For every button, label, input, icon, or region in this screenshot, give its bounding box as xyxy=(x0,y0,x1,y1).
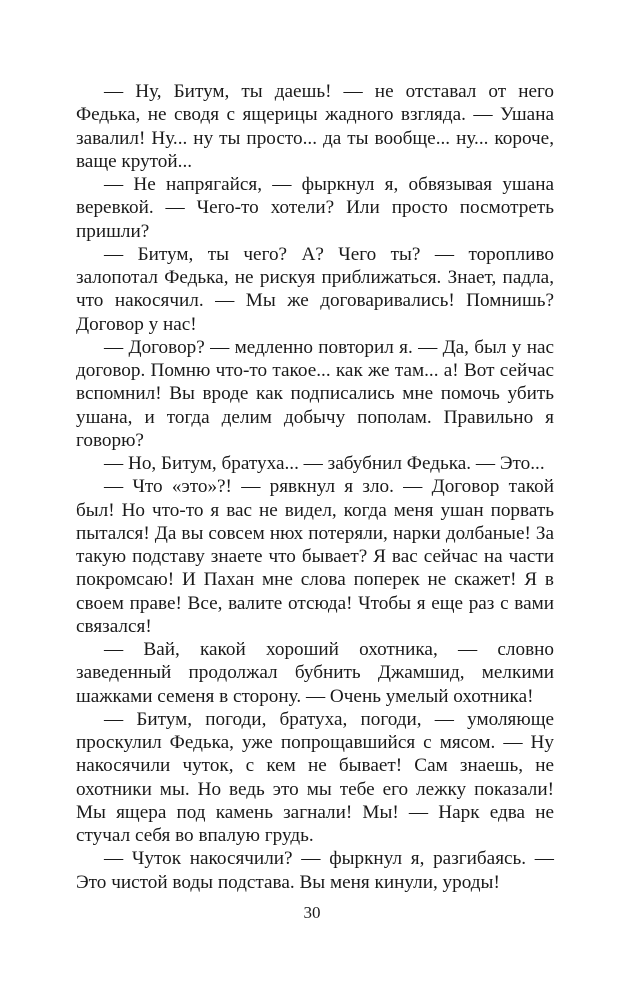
paragraph: — Вай, какой хороший охотника, — словно заведенный продолжал бубнить Джамшид, мелкими шажками семеня в сторону. — Очень умелый охотника! xyxy=(76,639,554,707)
paragraph: — Ну, Битум, ты даешь! — не отставал от него Федька, не сводя с ящерицы жадного взгляда. — Ушана завалил! Ну... ну ты просто... да ты вообще... ну... короче, ваще крутой... xyxy=(76,81,554,172)
paragraph: — Договор? — медленно повторил я. — Да, был у нас договор. Помню что-то такое... как же там... а! Вот сейчас вспомнил! Вы вроде как подписались мне помочь убить ушана, и тогда делим добычу пополам. Правильно я говорю? xyxy=(76,336,554,451)
page-number: 30 xyxy=(303,903,321,922)
paragraph: — Не напрягайся, — фыркнул я, обвязывая ушана веревкой. — Чего-то хотели? Или просто посмотреть пришли? xyxy=(76,174,554,242)
paragraph: — Битум, погоди, братуха, погоди, — умоляюще проскулил Федька, уже попрощавшийся с мясом. — Ну накосячили чуток, с кем не бывает! Сам знаешь, не охотники мы. Но ведь это мы тебе его лежку показали! Мы ящера под камень загнали! Мы! — Нарк едва не стучал себя во впалую грудь. xyxy=(76,708,554,846)
paragraph: — Что «это»?! — рявкнул я зло. — Договор такой был! Но что-то я вас не видел, когда меня ушан порвать пытался! Да вы совсем нюх потеряли, нарки долбаные! За такую подставу знаете что бывает? Я вас сейчас на части покромсаю! И Пахан мне слова поперек не скажет! Я в своем праве! Все, валите отсюда! Чтобы я еще раз с вами связался! xyxy=(76,476,554,637)
paragraph: — Битум, ты чего? А? Чего ты? — торопливо залопотал Федька, не рискуя приближаться. Знает, падла, что накосячил. — Мы же договаривались! Помнишь? Договор у нас! xyxy=(76,243,554,335)
body-text xyxy=(76,80,554,894)
paragraph: — Чуток накосячили? — фыркнул я, разгибаясь. — Это чистой воды подстава. Вы меня кинули, уроды! xyxy=(76,848,554,893)
paragraph: — Но, Битум, братуха... — забубнил Федька. — Это... xyxy=(104,453,545,474)
